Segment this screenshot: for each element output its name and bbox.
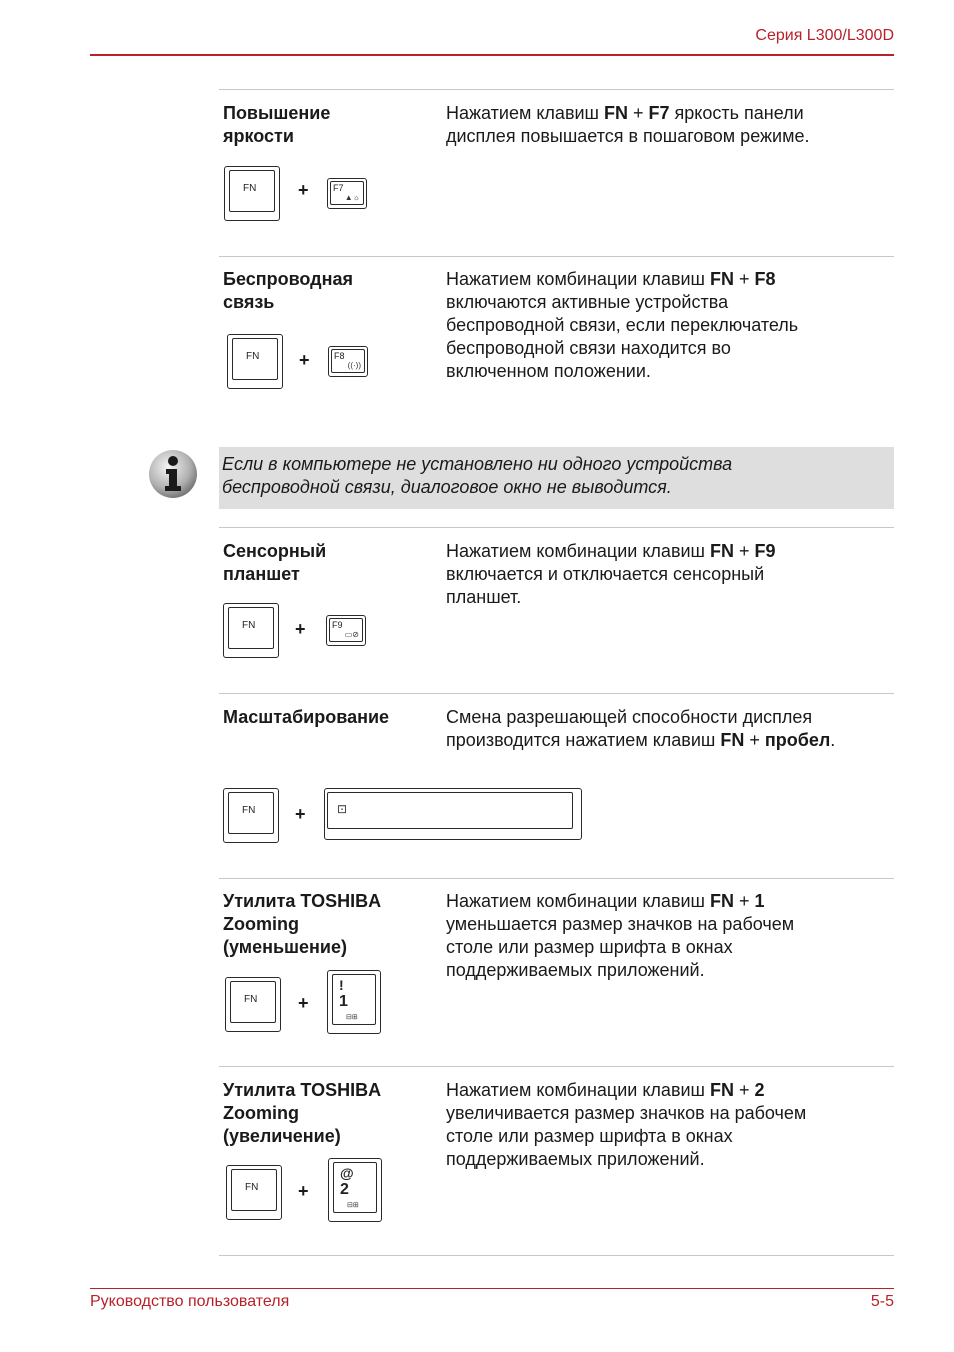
fn-key: FN (227, 334, 283, 389)
info-icon (148, 449, 198, 499)
note-text: Если в компьютере не установлено ни одного устройства беспроводной связи, диалоговое окно не выводится. (222, 454, 733, 497)
section-divider (219, 527, 894, 528)
section-label-brightness: Повышение яркости (223, 103, 331, 146)
key-2: @ 2 ⊟⊞ (328, 1158, 382, 1222)
wireless-icon: ((·)) (347, 361, 361, 370)
section-desc-zoom: Смена разрешающей способности дисплея производится нажатием клавиш FN + пробел. (446, 707, 836, 750)
section-label-touchpad: Сенсорный планшет (223, 541, 327, 584)
space-key (324, 788, 582, 840)
plus-sign: + (298, 993, 309, 1013)
section-desc-touchpad: Нажатием комбинации клавиш FN + F9 включается и отключается сенсорный планшет. (446, 541, 776, 607)
plus-sign: + (295, 619, 306, 639)
fn-key: FN (223, 788, 279, 843)
zoom-out-icon: ⊟⊞ (346, 1014, 358, 1021)
f8-key: F8 ((·)) (328, 346, 368, 377)
section-divider (219, 1255, 894, 1256)
section-label-zoom-out: Утилита TOSHIBA Zooming (уменьшение) (223, 891, 382, 957)
fn-key: FN (223, 603, 279, 658)
plus-sign: + (298, 1181, 309, 1201)
zoom-icon: ⊡ (337, 802, 348, 816)
section-divider (219, 89, 894, 90)
section-label-zoom-in: Утилита TOSHIBA Zooming (увеличение) (223, 1080, 382, 1146)
key-1: ! 1 ⊟⊞ (327, 970, 381, 1034)
plus-sign: + (295, 804, 306, 824)
touchpad-icon: ▭⊘ (344, 630, 359, 639)
plus-sign: + (299, 350, 310, 370)
plus-sign: + (298, 180, 309, 200)
page-number: 5-5 (870, 1293, 894, 1310)
section-divider (219, 693, 894, 694)
zoom-in-icon: ⊟⊞ (347, 1202, 359, 1209)
section-divider (219, 1066, 894, 1067)
section-label-zoom: Масштабирование (223, 707, 390, 727)
footer-rule (90, 1288, 894, 1289)
fn-key: FN (225, 977, 281, 1032)
section-desc-zoom-out: Нажатием комбинации клавиш FN + 1 уменьшается размер значков на рабочем столе или размер шрифта в окнах поддерживаемых приложений. (446, 891, 795, 980)
section-divider (219, 256, 894, 257)
section-label-wireless: Беспроводная связь (223, 269, 353, 312)
fn-key: FN (226, 1165, 282, 1220)
header-rule (90, 54, 894, 56)
footer-title: Руководство пользователя (90, 1293, 290, 1310)
section-divider (219, 878, 894, 879)
section-desc-wireless: Нажатием комбинации клавиш FN + F8 включаются активные устройства беспроводной связи, если переключатель беспроводной связи находится во включенном положении. (446, 269, 799, 381)
f9-key: F9 ▭⊘ (326, 615, 366, 646)
brightness-up-icon: ▲☼ (344, 193, 360, 202)
running-header: Серия L300/L300D (755, 27, 894, 44)
f7-key: F7 ▲☼ (327, 178, 367, 209)
section-desc-brightness: Нажатием клавиш FN + F7 яркость панели дисплея повышается в пошаговом режиме. (446, 103, 810, 146)
fn-key: FN (224, 166, 280, 221)
section-desc-zoom-in: Нажатием комбинации клавиш FN + 2 увеличивается размер значков на рабочем столе или размер шрифта в окнах поддерживаемых приложений. (446, 1080, 807, 1169)
